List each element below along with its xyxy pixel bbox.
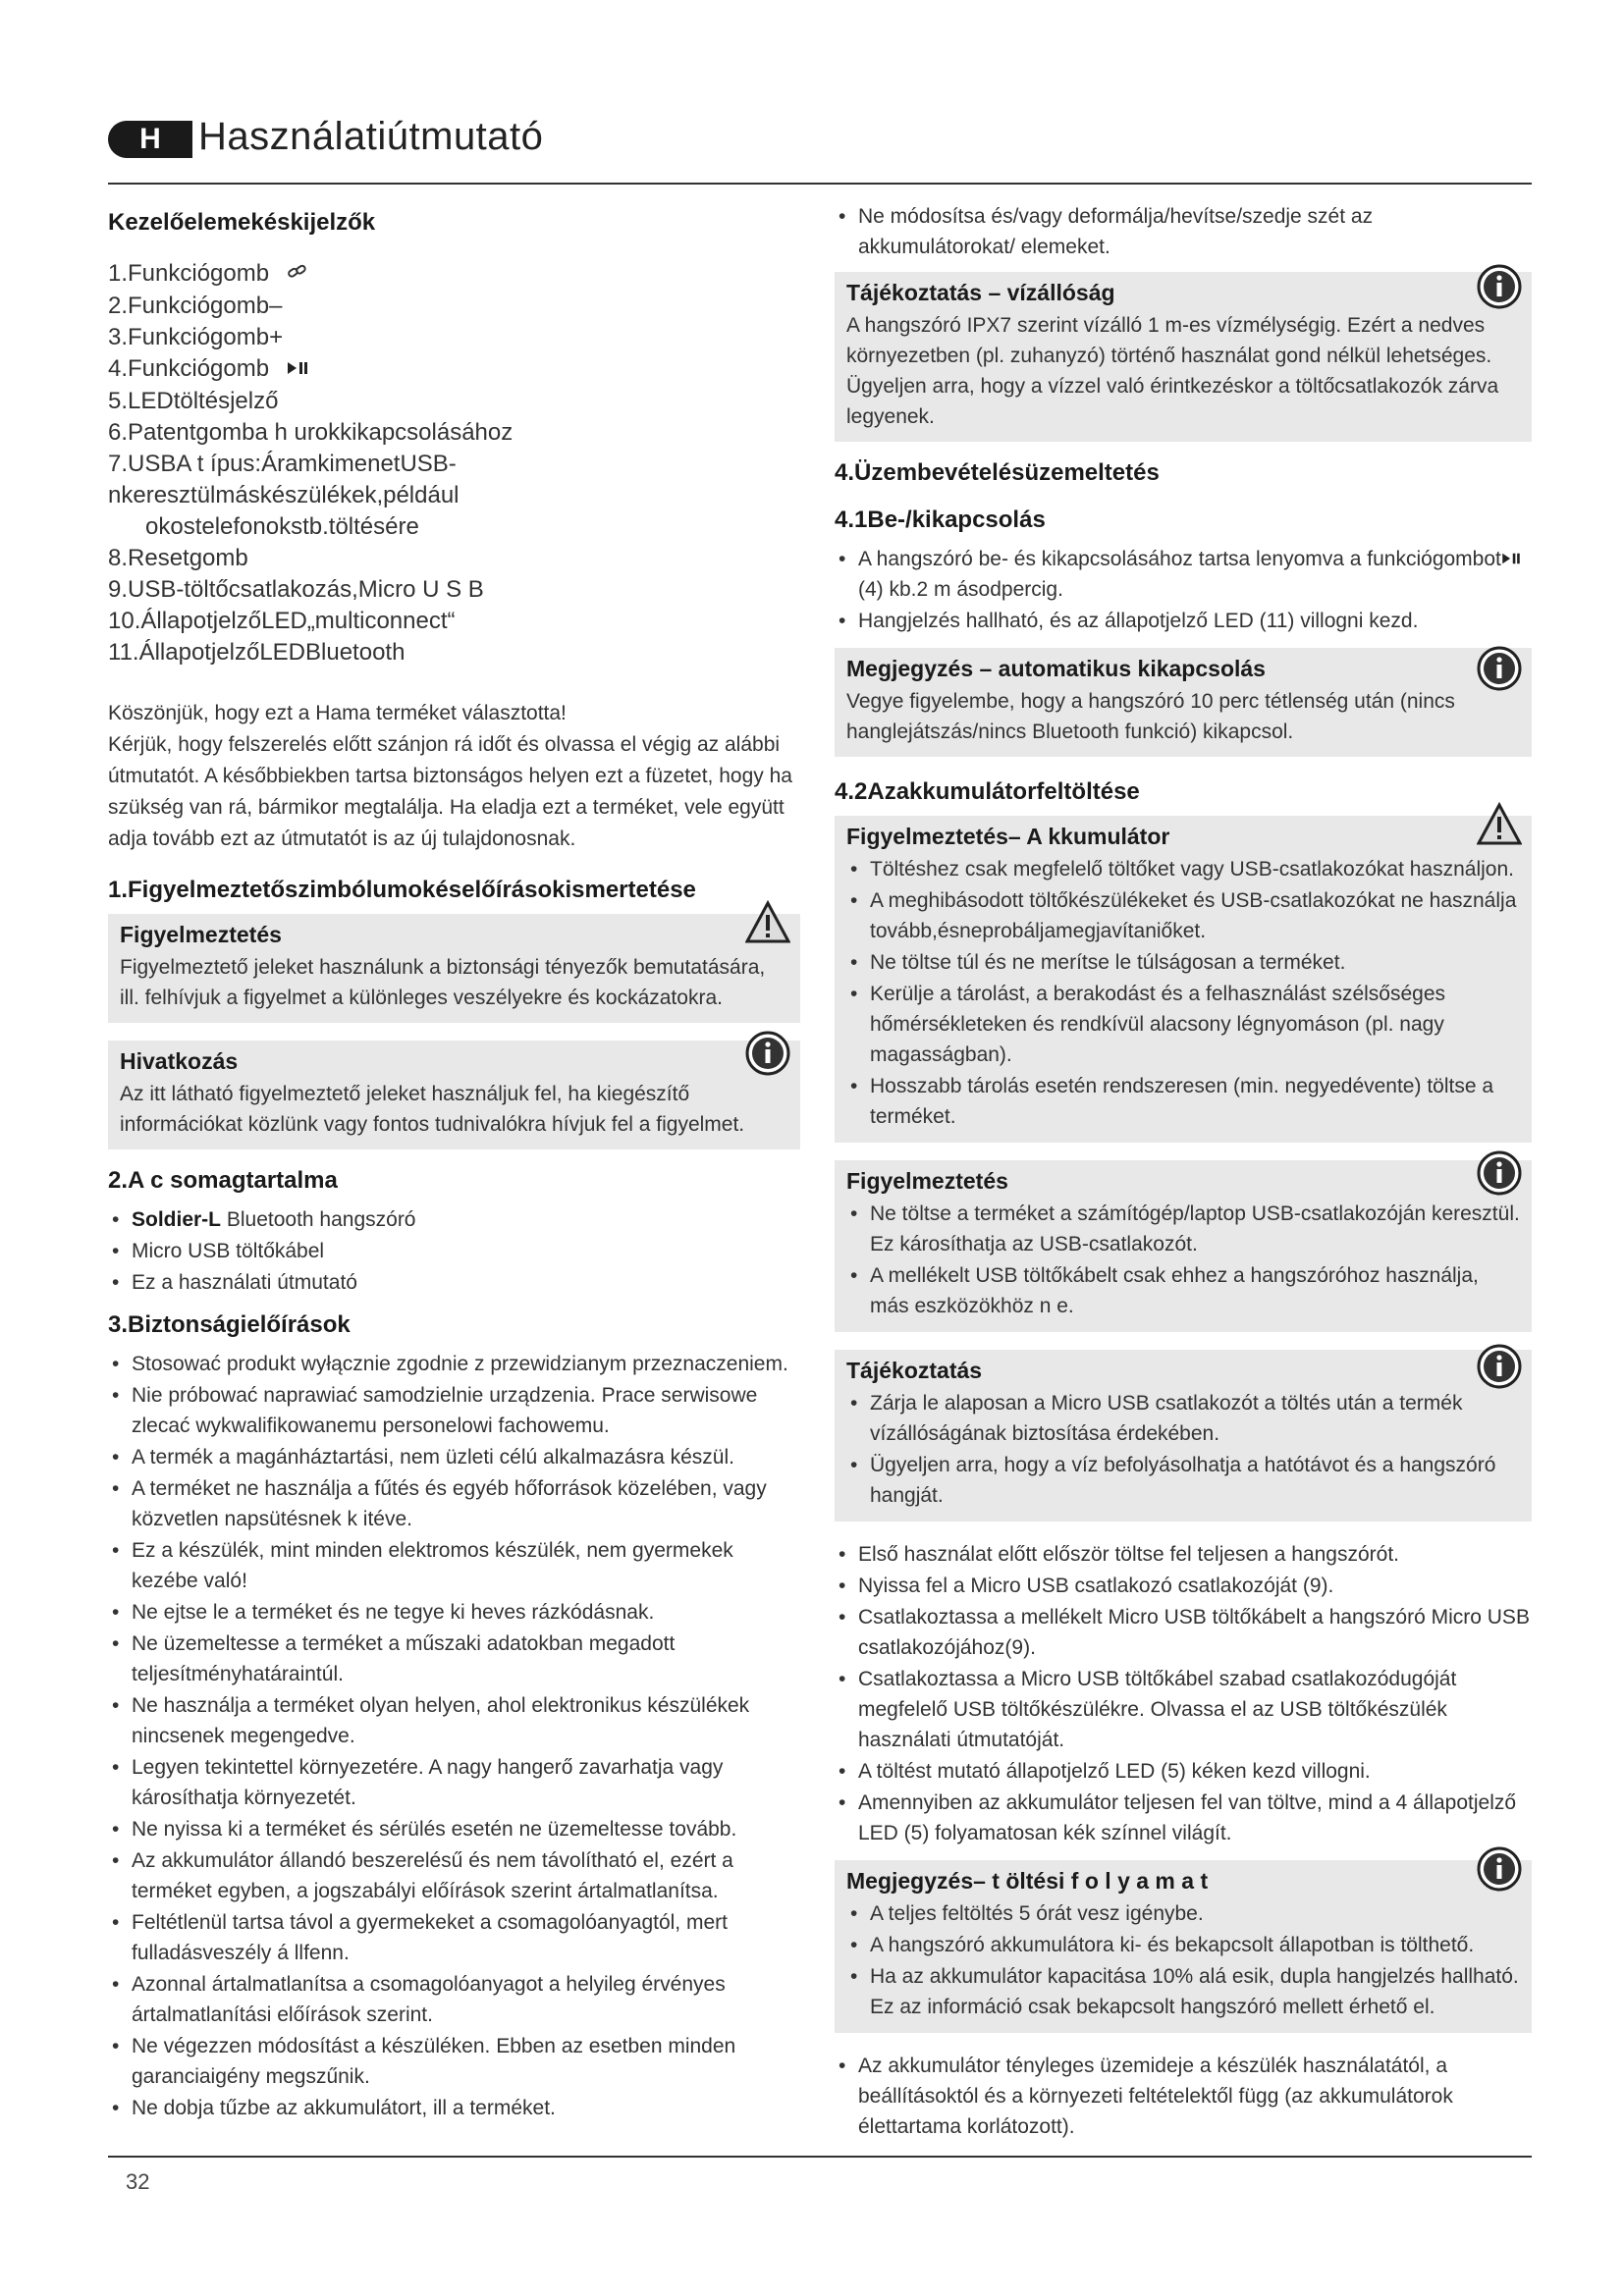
water-text: A hangszóró IPX7 szerint vízálló 1 m-es vízmélységig. Ezért a nedves környezetben (pl. zuhanyzó) történő használat gond nélkül lehetséges. Ügyeljen arra, hogy a vízzel való érintkezéskor a töltőcsatlakozók zárva legyenek.: [846, 314, 1499, 428]
page-header: [108, 115, 1532, 184]
controls-list: [108, 258, 800, 668]
list-item: • Ne töltse a terméket a számítógép/laptop USB-csatlakozóján keresztül. Ez károsíthatja az USB-csatlakozót.: [846, 1199, 1520, 1259]
list-item: • A teljes feltöltés 5 órát vesz igénybe.: [846, 1898, 1520, 1929]
header-rule: [108, 183, 1532, 185]
list-item: • Hangjelzés hallható, és az állapotjelző LED (11) villogni kezd.: [835, 606, 1532, 636]
list-item: • Ne nyissa ki a terméket és sérülés esetén ne üzemeltesse tovább.: [108, 1814, 800, 1844]
charging-process-list: [846, 1898, 1520, 2022]
info-title: Tájékoztatás: [846, 1358, 983, 1383]
list-item: 5.LEDtöltésjelző: [108, 388, 279, 414]
accumulator-title: Figyelmeztetés– A kkumulátor: [846, 824, 1170, 849]
warning-box: [108, 914, 800, 1023]
list-item: • Az akkumulátor állandó beszerelésű és nem távolítható el, ezért a terméket egyben, a jogszabályi előírások szerint ártalmatlanítsa.: [108, 1845, 800, 1906]
section42-heading: 4.2Azakkumulátorfeltöltése: [835, 778, 1140, 805]
section2-heading: 2.A c somagtartalma: [108, 1167, 338, 1194]
list-item: • Ha az akkumulátor kapacitása 10% alá esik, dupla hangjelzés hallható. Ez az információ csak bekapcsolt hangszóró mellett érhető el.: [846, 1961, 1520, 2022]
list-item: • A terméket ne használja a fűtés és egyéb hőforrások közelében, vagy közvetlen napsütésnek k itéve.: [108, 1473, 800, 1534]
usb-warning-box: [835, 1160, 1532, 1332]
info-icon: [1477, 264, 1522, 309]
list-item: • Ügyeljen arra, hogy a víz befolyásolhatja a hatótávot és a hangszóró hangját.: [846, 1450, 1520, 1511]
list-item: • Csatlakoztassa a mellékelt Micro USB töltőkábelt a hangszóró Micro USB csatlakozójához(9).: [835, 1602, 1532, 1663]
accumulator-list: [846, 854, 1520, 1132]
list-item: • Hosszabb tárolás esetén rendszeresen (min. negyedévente) töltse a terméket.: [846, 1071, 1520, 1132]
power-list: [835, 544, 1532, 636]
section3-heading: 3.Biztonságielőírások: [108, 1311, 351, 1338]
list-item: 3.Funkciógomb+: [108, 324, 284, 350]
warning-triangle-icon: [1477, 802, 1522, 847]
list-item: 8.Resetgomb: [108, 545, 248, 571]
list-item: • A hangszóró akkumulátora ki- és bekapcsolt állapotban is tölthető.: [846, 1930, 1520, 1960]
auto-off-title: Megjegyzés – automatikus kikapcsolás: [846, 656, 1266, 681]
list-item: • Ne töltse túl és ne merítse le túlságosan a terméket.: [846, 947, 1520, 978]
note-box: [108, 1041, 800, 1149]
list-item: • Ne üzemeltesse a terméket a műszaki adatokban megadott teljesítményhatáraintúl.: [108, 1629, 800, 1689]
info-icon: [745, 1031, 790, 1076]
list-item: • Soldier-L Bluetooth hangszóró: [108, 1204, 800, 1235]
list-item: • Azonnal ártalmatlanítsa a csomagolóanyagot a helyileg érvényes ártalmatlanítási előírások szerint.: [108, 1969, 800, 2030]
play-pause-icon: [287, 354, 308, 386]
charging-steps-list: [835, 1539, 1532, 1848]
list-item: • Az akkumulátor tényleges üzemideje a készülék használatától, a beállításoktól és a környezeti feltételektől függ (az akkumulátorok élettartama korlátozott).: [835, 2051, 1532, 2142]
list-item: • Csatlakoztassa a Micro USB töltőkábel szabad csatlakozódugóját megfelelő USB töltőkészülékre. Olvassa el az USB töltőkészülék használati útmutatóját.: [835, 1664, 1532, 1755]
list-item: 10.ÁllapotjelzőLED„multiconnect“: [108, 608, 456, 634]
safety-list: [108, 1349, 800, 2123]
controls-heading: Kezelőelemekéskijelzők: [108, 209, 376, 236]
list-item: • Ne módosítsa és/vagy deformálja/hevítse/szedje szét az akkumulátorokat/ elemeket.: [835, 201, 1532, 262]
info-icon: [1477, 1344, 1522, 1389]
list-item: 2.Funkciógomb–: [108, 293, 283, 319]
info-icon: [1477, 1150, 1522, 1196]
package-list: [108, 1204, 800, 1298]
list-item: 4.Funkciógomb: [108, 353, 800, 386]
list-item: • A hangszóró be- és kikapcsolásához tartsa lenyomva a funkciógombot (4) kb.2 m ásodpercig.: [835, 544, 1532, 605]
list-item: • Kerülje a tárolást, a berakodást és a felhasználást szélsőséges hőmérsékleteken és rendkívül alacsony légnyomáson (pl. nagy magasságban).: [846, 979, 1520, 1070]
list-item: • Legyen tekintettel környezetére. A nagy hangerő zavarhatja vagy károsíthatja környezetét.: [108, 1752, 800, 1813]
left-column: [108, 201, 800, 2135]
list-item: • A meghibásodott töltőkészülékeket és USB-csatlakozókat ne használja tovább,ésneprobáljamegjavítaniőket.: [846, 885, 1520, 946]
section4-heading: 4.Üzembevételésüzemeltetés: [835, 459, 1160, 486]
usb-warning-list: [846, 1199, 1520, 1321]
list-item: • Ne dobja tűzbe az akkumulátort, ill a terméket.: [108, 2093, 800, 2123]
list-item: • Stosować produkt wyłącznie zgodnie z przewidzianym przeznaczeniem.: [108, 1349, 800, 1379]
accumulator-warning-box: [835, 816, 1532, 1143]
warning-text: Figyelmeztető jeleket használunk a biztonsági tényezők bemutatására, ill. felhívjuk a figyelmet a különleges veszélyekre és kockázatokra.: [120, 956, 766, 1009]
section1-heading: 1.Figyelmeztetőszimbólumokéselőírásokismertetése: [108, 877, 696, 903]
final-list: [835, 2051, 1532, 2142]
water-box: [835, 272, 1532, 442]
auto-off-text: Vegye figyelembe, hogy a hangszóró 10 perc tétlenség után (nincs hanglejátszás/nincs Bluetooth funkció) kikapcsol.: [846, 690, 1455, 743]
section41-heading: 4.1Be-/kikapcsolás: [835, 507, 1046, 533]
list-item: • Zárja le alaposan a Micro USB csatlakozót a töltés után a termék vízállóságának biztosítása érdekében.: [846, 1388, 1520, 1449]
list-item: 9.USB-töltőcsatlakozás,Micro U S B: [108, 576, 484, 603]
info-box: [835, 1350, 1532, 1522]
list-item: • Nyissa fel a Micro USB csatlakozó csatlakozóját (9).: [835, 1571, 1532, 1601]
info-icon: [1477, 646, 1522, 691]
page-number: 32: [126, 2169, 150, 2194]
intro-thanks: Köszönjük, hogy ezt a Hama terméket választotta!: [108, 702, 567, 724]
list-item: • Ne végezzen módosítást a készüléken. Ebben az esetben minden garanciaigény megszűnik.: [108, 2031, 800, 2092]
list-item: • Ne használja a terméket olyan helyen, ahol elektronikus készülékek nincsenek megengedve.: [108, 1690, 800, 1751]
list-item: okostelefonokstb.töltésére: [145, 513, 419, 540]
list-item: • Feltétlenül tartsa távol a gyermekeket a csomagolóanyagtól, mert fulladásveszély á llfenn.: [108, 1907, 800, 1968]
play-pause-icon: [1501, 548, 1521, 570]
list-item: • Töltéshez csak megfelelő töltőket vagy USB-csatlakozókat használjon.: [846, 854, 1520, 884]
charging-process-title: Megjegyzés– t öltési f o l y a m a t: [846, 1868, 1209, 1894]
list-item: 6.Patentgomba h urokkikapcsolásához: [108, 419, 514, 446]
list-item: • Nie próbować naprawiać samodzielnie urządzenia. Prace serwisowe zlecać wykwalifikowanemu personelowi fachowemu.: [108, 1380, 800, 1441]
page-title: Használatiútmutató: [198, 115, 544, 158]
top-bullet-list: [835, 201, 1532, 262]
auto-off-box: [835, 648, 1532, 757]
usb-warning-title: Figyelmeztetés: [846, 1168, 1008, 1194]
warning-triangle-icon: [745, 900, 790, 945]
note-text: Az itt látható figyelmeztető jeleket használjuk fel, ha kiegészítő információkat közlünk vagy fontos tudnivalókra hívjuk fel a figyelmet.: [120, 1083, 745, 1136]
list-item: • Amennyiben az akkumulátor teljesen fel van töltve, mind a 4 állapotjelző LED (5) folyamatosan kék színnel világít.: [835, 1788, 1532, 1848]
list-item: • A termék a magánháztartási, nem üzleti célú alkalmazásra készül.: [108, 1442, 800, 1472]
list-item: 11.ÁllapotjelzőLEDBluetooth: [108, 639, 406, 666]
info-list: [846, 1388, 1520, 1511]
language-badge: H: [108, 121, 192, 158]
list-item: • Ez a készülék, mint minden elektromos készülék, nem gyermekek kezébe való!: [108, 1535, 800, 1596]
note-title: Hivatkozás: [120, 1048, 239, 1074]
water-title: Tájékoztatás – vízállóság: [846, 280, 1115, 305]
list-item: 7.USBA t ípus:ÁramkimenetUSB-nkeresztülmáskészülékek,például: [108, 451, 460, 508]
intro-text: Kérjük, hogy felszerelés előtt szánjon rá időt és olvassa el végig az alábbi útmutatót. A későbbiekben tartsa biztonságos helyen ezt a füzetet, hogy ha szükség van rá, bármikor megtalálja. Ha eladja ezt a terméket, vele együtt adja tovább ezt az útmutatót is az új tulajdonosnak.: [108, 733, 792, 850]
footer-rule: [108, 2156, 1532, 2158]
charging-process-box: [835, 1860, 1532, 2033]
link-icon: [287, 259, 308, 291]
list-item: • Micro USB töltőkábel: [108, 1236, 800, 1266]
list-item: • Ne ejtse le a terméket és ne tegye ki heves rázkódásnak.: [108, 1597, 800, 1628]
right-column: [835, 201, 1532, 2154]
list-item: • Első használat előtt először töltse fel teljesen a hangszórót.: [835, 1539, 1532, 1570]
list-item: • A mellékelt USB töltőkábelt csak ehhez a hangszóróhoz használja, más eszközökhöz n e.: [846, 1260, 1520, 1321]
list-item: • A töltést mutató állapotjelző LED (5) kéken kezd villogni.: [835, 1756, 1532, 1787]
warning-title: Figyelmeztetés: [120, 922, 282, 947]
list-item: 1.Funkciógomb: [108, 258, 800, 291]
list-item: • Ez a használati útmutató: [108, 1267, 800, 1298]
info-icon: [1477, 1846, 1522, 1892]
